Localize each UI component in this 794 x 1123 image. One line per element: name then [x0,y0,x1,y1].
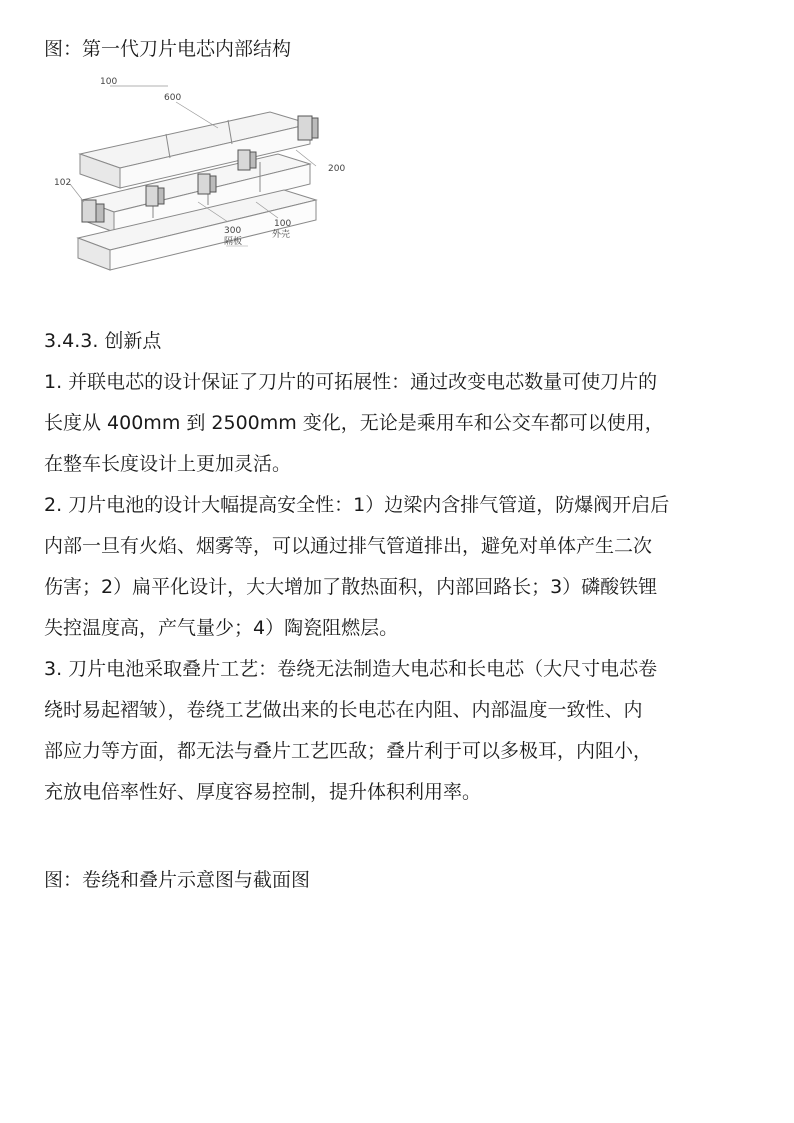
item2-line-4: 失控温度高，产气量少；4）陶瓷阻燃层。 [44,617,399,639]
item2-line-2: 内部一旦有火焰、烟雾等，可以通过排气管道排出，避免对单体产生二次 [44,535,653,557]
item3-line-1: 3. 刀片电池采取叠片工艺：卷绕无法制造大电芯和长电芯（大尺寸电芯卷 [44,658,658,680]
figure-caption-2: 图：卷绕和叠片示意图与截面图 [44,869,311,891]
label-600: 600 [164,93,182,103]
item1-line-2: 长度从 400mm 到 2500mm 变化，无论是乘用车和公交车都可以使用， [44,412,664,434]
item3-line-2: 绕时易起褶皱），卷绕工艺做出来的长电芯在内阻、内部温度一致性、内 [44,699,643,721]
label-300: 300 [224,226,242,236]
blade-cell-diagram [48,70,358,276]
item1-line-3: 在整车长度设计上更加灵活。 [44,453,292,475]
blade-cell-svg [48,70,358,276]
label-200: 200 [328,164,346,174]
section-heading: 3.4.3. 创新点 [44,330,162,352]
innovation-item-1 [44,368,754,491]
innovation-item-3 [44,655,754,806]
label-100-bottom: 100 [274,219,292,229]
item1-line-1: 1. 并联电芯的设计保证了刀片的可拓展性：通过改变电芯数量可使刀片的 [44,371,658,393]
item2-line-1: 2. 刀片电池的设计大幅提高安全性：1）边梁内含排气管道，防爆阀开启后 [44,494,670,516]
figure-caption: 图：第一代刀片电芯内部结构 [44,38,292,60]
label-300-text: 隔板 [224,237,243,247]
label-100-top: 100 [100,77,118,87]
item3-line-3: 部应力等方面，都无法与叠片工艺匹敌；叠片利于可以多极耳，内阻小， [44,740,653,762]
innovation-item-2 [44,491,754,655]
label-100-text: 外壳 [272,230,291,240]
item2-line-3: 伤害；2）扁平化设计，大大增加了散热面积，内部回路长；3）磷酸铁锂 [44,576,658,598]
innovation-section [44,327,754,806]
item3-line-4: 充放电倍率性好、厚度容易控制，提升体积利用率。 [44,781,482,803]
label-102: 102 [54,178,72,188]
